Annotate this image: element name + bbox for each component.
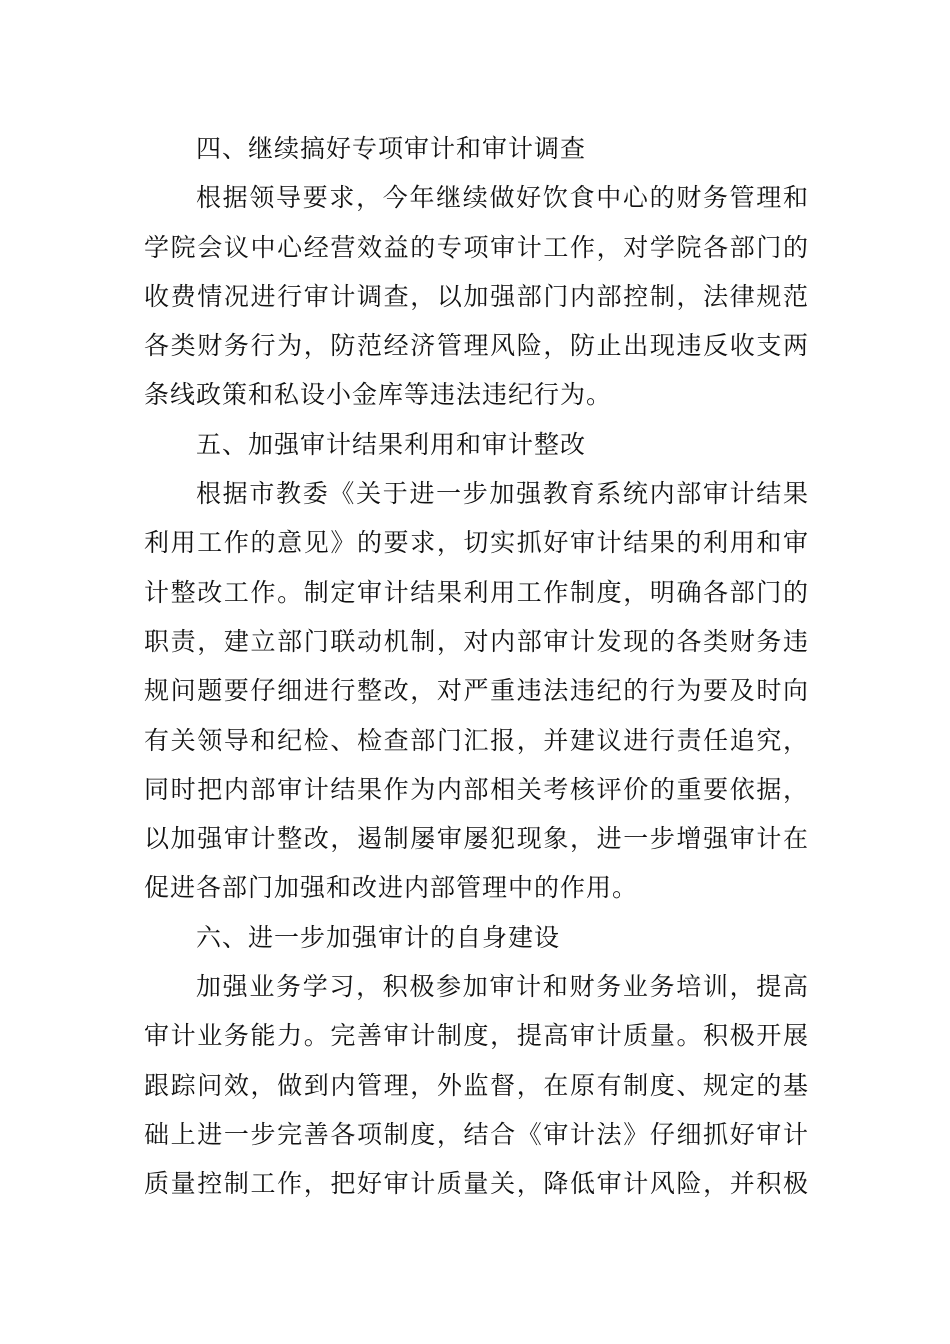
text-line: 有关领导和纪检、检查部门汇报，并建议进行责任追究，: [144, 725, 809, 755]
text-line: 规问题要仔细进行整改，对严重违法违纪的行为要及时向: [144, 676, 809, 706]
text-line: 跟踪问效，做到内管理，外监督，在原有制度、规定的基: [144, 1070, 809, 1100]
text-line: 础上进一步完善各项制度，结合《审计法》仔细抓好审计: [144, 1119, 809, 1149]
text-line: 根据市教委《关于进一步加强教育系统内部审计结果: [196, 479, 809, 509]
text-line: 四、继续搞好专项审计和审计调查: [196, 134, 587, 163]
document-body: [144, 124, 809, 1209]
text-line: 五、加强审计结果利用和审计整改: [196, 429, 587, 459]
text-line: 加强业务学习，积极参加审计和财务业务培训，提高: [196, 972, 809, 1002]
text-line: 各类财务行为，防范经济管理风险，防止出现违反收支两: [144, 331, 809, 361]
text-line: 根据领导要求，今年继续做好饮食中心的财务管理和: [196, 183, 809, 213]
text-line: 计整改工作。制定审计结果利用工作制度，明确各部门的: [144, 577, 809, 607]
text-line: 审计业务能力。完善审计制度，提高审计质量。积极开展: [144, 1021, 809, 1051]
text-line: 以加强审计整改，遏制屡审屡犯现象，进一步增强审计在: [144, 824, 809, 854]
text-line: 利用工作的意见》的要求，切实抓好审计结果的利用和审: [144, 528, 809, 558]
text-line: 同时把内部审计结果作为内部相关考核评价的重要依据，: [144, 774, 809, 804]
text-line: 促进各部门加强和改进内部管理中的作用。: [144, 873, 639, 903]
text-line: 条线政策和私设小金库等违法违纪行为。: [144, 380, 613, 410]
text-line: 职责，建立部门联动机制，对内部审计发现的各类财务违: [144, 626, 809, 656]
text-line: 收费情况进行审计调查，以加强部门内部控制，法律规范: [144, 281, 809, 311]
text-line: 六、进一步加强审计的自身建设: [196, 922, 561, 952]
text-line: 质量控制工作，把好审计质量关，降低审计风险，并积极: [144, 1169, 809, 1199]
text-line: 学院会议中心经营效益的专项审计工作，对学院各部门的: [144, 232, 809, 262]
